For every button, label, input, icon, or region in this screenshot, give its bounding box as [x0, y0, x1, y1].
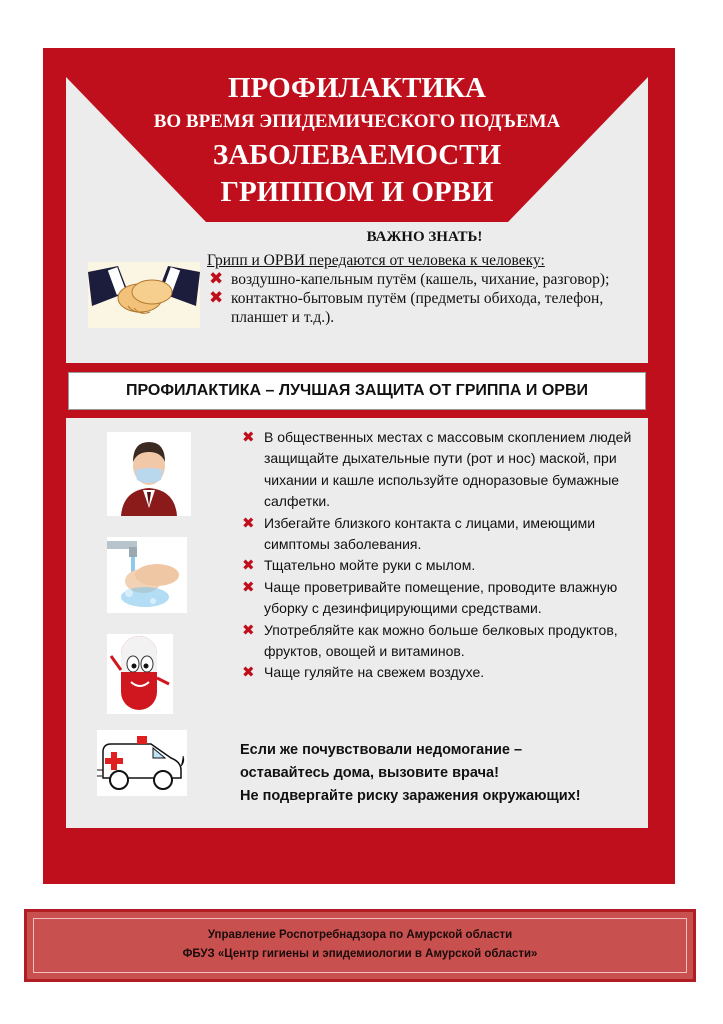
title-line-3: ЗАБОЛЕВАЕМОСТИ — [212, 139, 502, 171]
x-mark-icon: ✖ — [242, 620, 255, 639]
list-item — [207, 270, 642, 289]
pill-character-icon — [107, 634, 173, 714]
list-item-text: воздушно-капельным путём (кашель, чихание, разговор); — [231, 271, 610, 288]
tip-text: Чаще проветривайте помещение, проводите влажную уборку с дезинфицирующими средствами. — [264, 578, 618, 617]
important-lead: Грипп и ОРВИ передаются от человека к человеку: — [207, 252, 545, 269]
title-line-4: ГРИППОМ И ОРВИ — [220, 176, 494, 208]
tip-text: Избегайте близкого контакта с лицами, имеющими симптомы заболевания. — [264, 514, 596, 553]
prevention-banner: ПРОФИЛАКТИКА – ЛУЧШАЯ ЗАЩИТА ОТ ГРИППА И ОРВИ — [68, 372, 646, 410]
tip-text: В общественных местах с массовым скоплением людей защищайте дыхательные пути (рот и нос) маской, при чихании и кашле используйте одноразовые бумажные салфетки. — [264, 429, 632, 510]
tips-list — [240, 427, 640, 684]
footer-box — [24, 909, 696, 982]
important-label: ВАЖНО ЗНАТЬ! — [366, 229, 483, 245]
important-section — [207, 228, 642, 327]
final-line-2: оставайтесь дома, вызовите врача! — [240, 765, 499, 781]
transmission-list — [207, 270, 642, 327]
final-line-3: Не подвергайте риску заражения окружающих! — [240, 788, 581, 804]
list-item — [240, 555, 640, 576]
footer-inner-border — [33, 918, 687, 973]
list-item — [207, 289, 642, 327]
footer-line-2: ФБУЗ «Центр гигиены и эпидемиологии в Амурской области» — [182, 948, 538, 960]
title-line-1: ПРОФИЛАКТИКА — [228, 72, 486, 104]
title-line-2: ВО ВРЕМЯ ЭПИДЕМИЧЕСКОГО ПОДЪЕМА — [153, 111, 561, 132]
list-item-text: контактно-бытовым путём (предметы обихода, телефон, планшет и т.д.). — [231, 290, 604, 326]
handshake-icon — [88, 262, 200, 328]
x-mark-icon: ✖ — [242, 513, 255, 532]
tip-text: Чаще гуляйте на свежем воздухе. — [264, 664, 485, 681]
final-advice — [240, 739, 640, 808]
ambulance-icon — [97, 730, 187, 796]
x-mark-icon: ✖ — [242, 663, 255, 682]
list-item — [240, 513, 640, 556]
x-mark-icon: ✖ — [242, 428, 255, 446]
footer-line-1: Управление Роспотребнадзора по Амурской области — [207, 929, 513, 941]
x-mark-icon: ✖ — [209, 288, 224, 308]
list-item — [240, 620, 640, 663]
list-item — [240, 427, 640, 513]
tip-text: Употребляйте как можно больше белковых продуктов, фруктов, овощей и витаминов. — [264, 621, 618, 660]
x-mark-icon: ✖ — [242, 556, 255, 575]
masked-person-icon — [107, 432, 191, 516]
handwashing-icon — [107, 537, 187, 613]
list-item — [240, 577, 640, 620]
list-item — [240, 662, 640, 683]
final-line-1: Если же почувствовали недомогание – — [240, 742, 523, 758]
x-mark-icon: ✖ — [242, 577, 255, 596]
tip-text: Тщательно мойте руки с мылом. — [264, 557, 476, 574]
x-mark-icon: ✖ — [209, 269, 224, 289]
